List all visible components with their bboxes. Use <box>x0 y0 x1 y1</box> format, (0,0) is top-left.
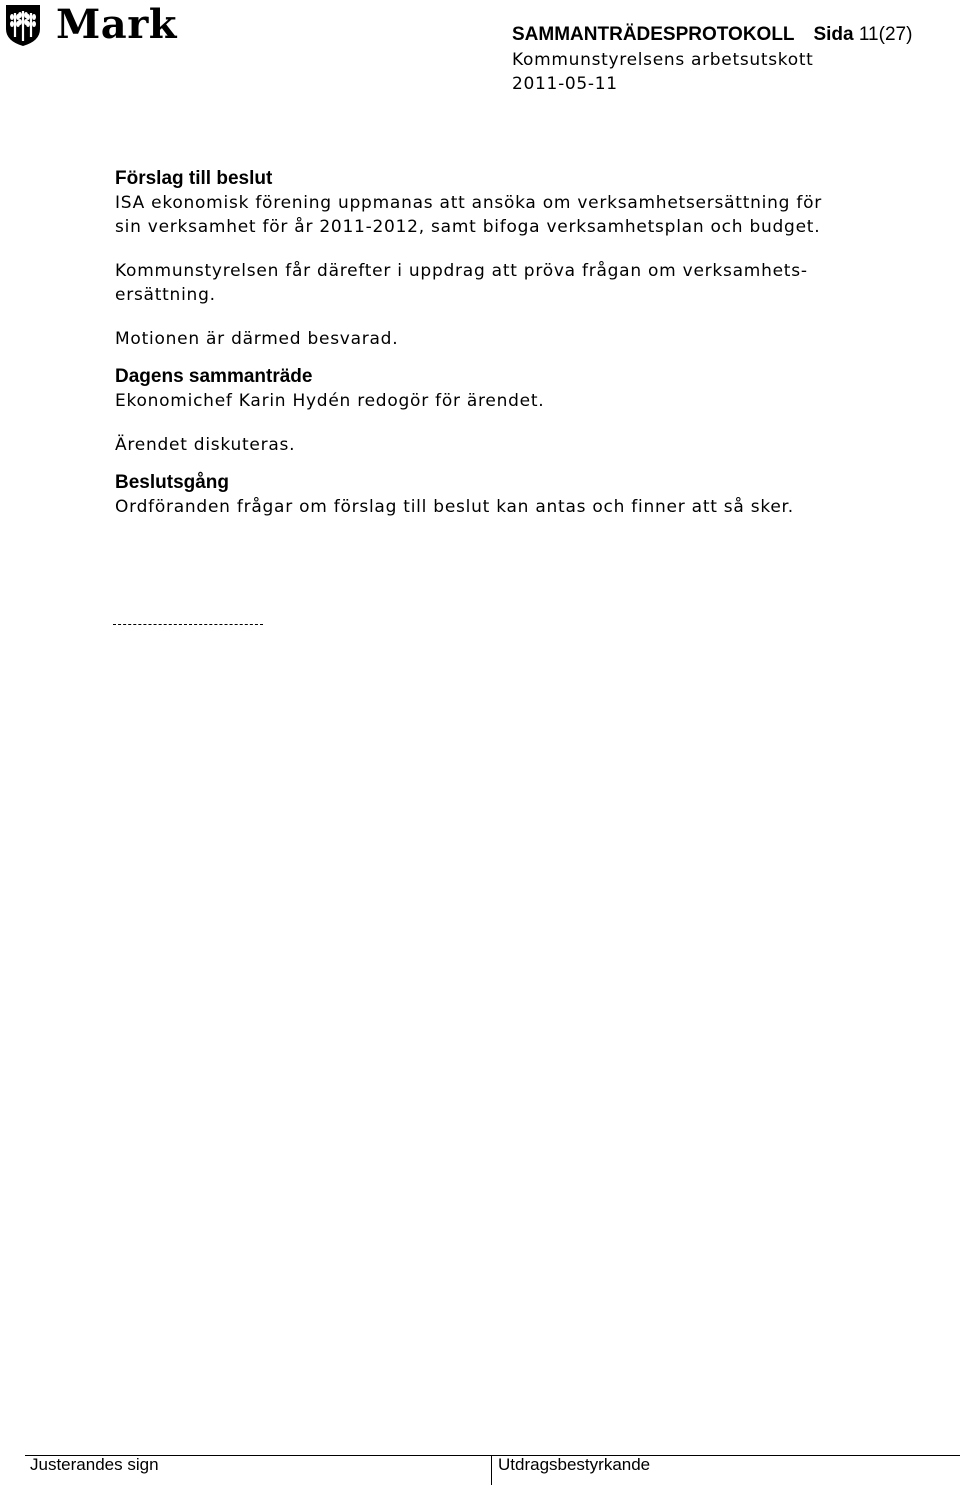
dagens-text: Ekonomichef Karin Hydén redogör för ärendet. <box>115 391 545 411</box>
diskuteras-text: Ärendet diskuteras. <box>115 435 296 455</box>
document-header <box>512 22 960 96</box>
committee-name: Kommunstyrelsens arbetsutskott <box>512 50 814 70</box>
uppdrag-text-line-1: Kommunstyrelsen får därefter i uppdrag att pröva frågan om verksamhets- <box>115 261 808 281</box>
meeting-date: 2011-05-11 <box>512 74 618 94</box>
footer-divider <box>491 1455 492 1485</box>
forslag-text-line-2: sin verksamhet för år 2011-2012, samt bifoga verksamhetsplan och budget. <box>115 217 821 237</box>
forslag-heading: Förslag till beslut <box>115 168 273 189</box>
uppdrag-text-line-2: ersättning. <box>115 285 216 305</box>
justerandes-sign-label: Justerandes sign <box>30 1455 159 1474</box>
beslutsgang-heading: Beslutsgång <box>115 472 230 493</box>
page-label: Sida <box>813 24 854 45</box>
utdragsbestyrkande-label: Utdragsbestyrkande <box>498 1455 651 1474</box>
dagens-heading: Dagens sammanträde <box>115 366 313 387</box>
document-body <box>115 167 875 519</box>
motion-text: Motionen är därmed besvarad. <box>115 329 399 349</box>
protocol-title: SAMMANTRÄDESPROTOKOLL <box>512 24 795 45</box>
logo <box>4 2 177 48</box>
footer-rule <box>25 1455 960 1456</box>
municipal-coat-of-arms-icon <box>4 3 42 47</box>
beslutsgang-text: Ordföranden frågar om förslag till beslut kan antas och finner att så sker. <box>115 497 794 517</box>
page-indicator <box>813 24 912 45</box>
section-separator <box>113 624 263 625</box>
forslag-text-line-1: ISA ekonomisk förening uppmanas att ansöka om verksamhetsersättning för <box>115 193 822 213</box>
page-number: 11(27) <box>858 24 913 45</box>
logo-text: Mark <box>56 1 177 48</box>
